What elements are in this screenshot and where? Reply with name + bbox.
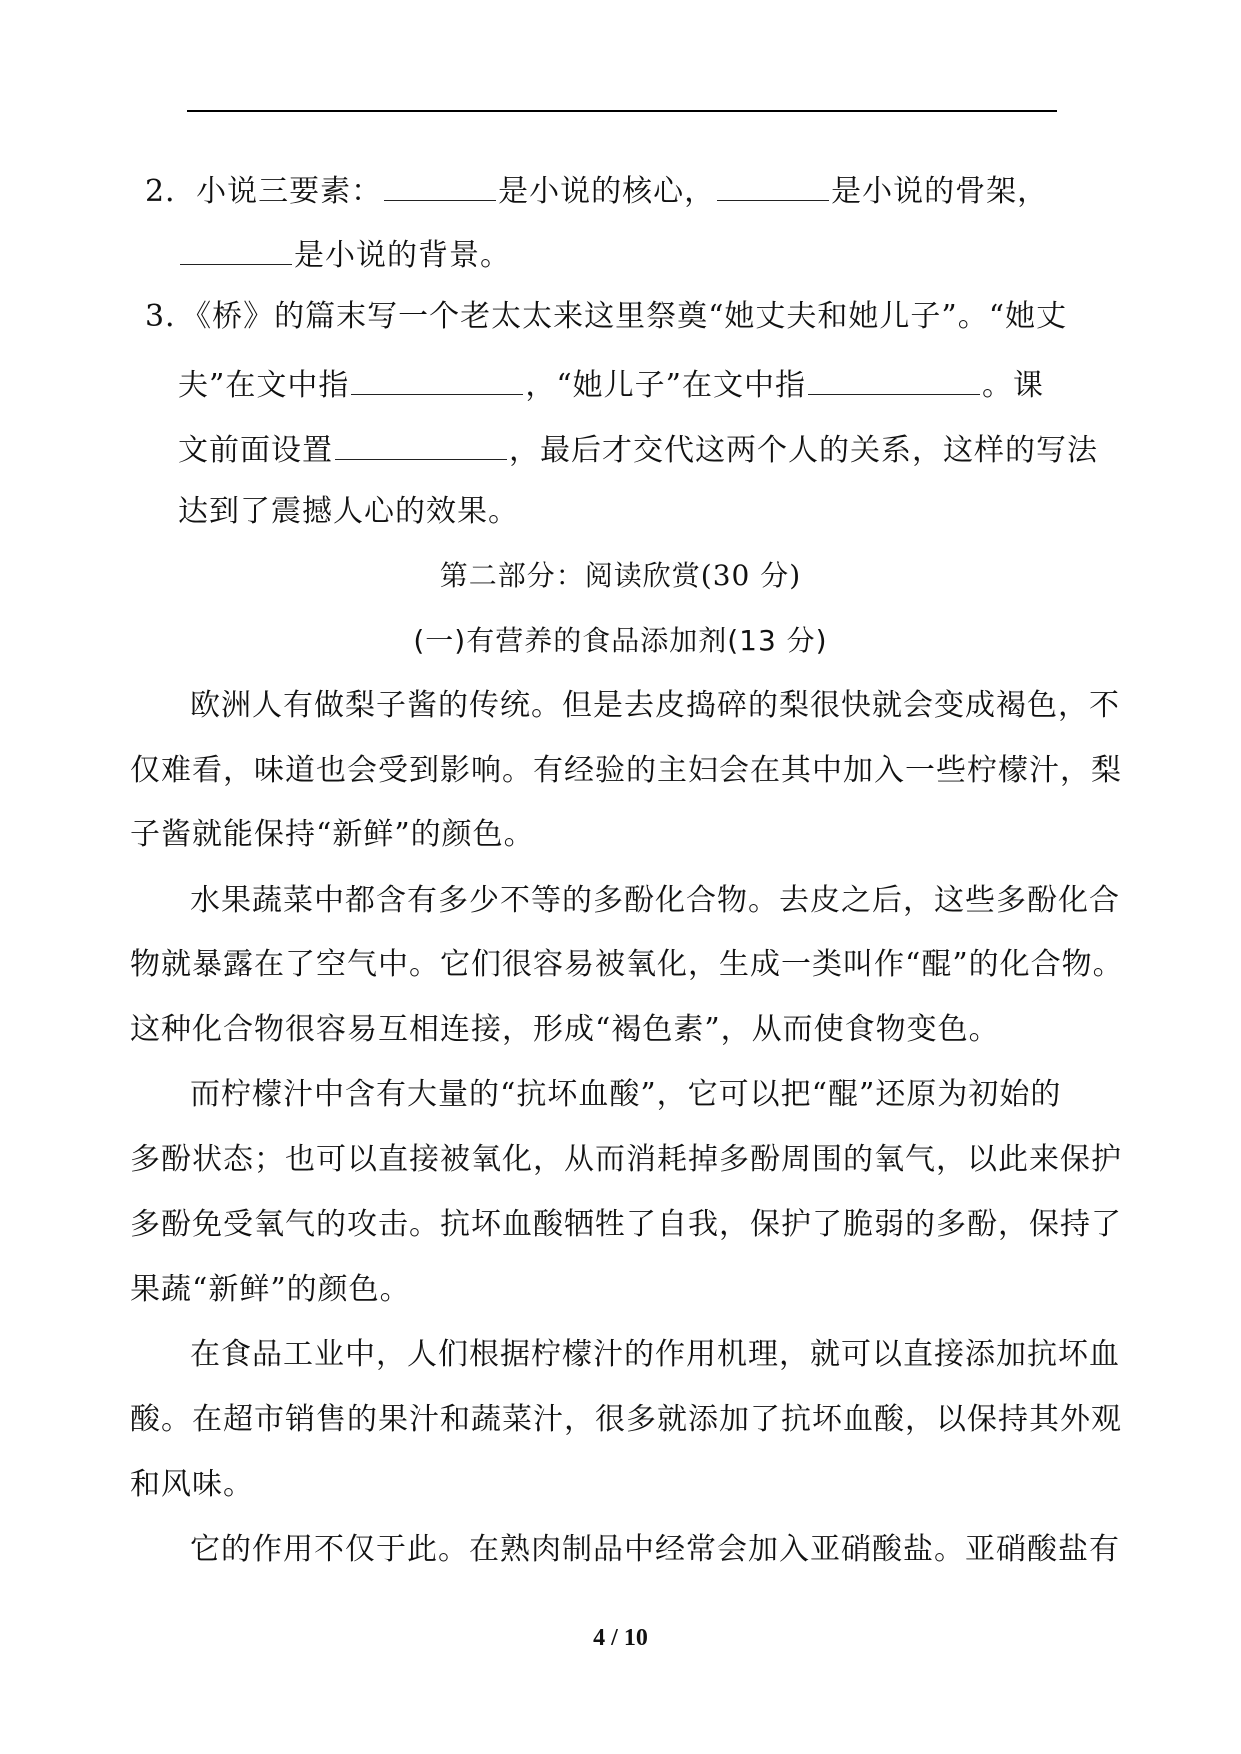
question-2-text: 是小说的骨架，: [831, 174, 1049, 209]
answer-blank[interactable]: [717, 168, 829, 201]
question-3-text: ，最后才交代这两个人的关系，这样的写法: [509, 433, 1098, 468]
passage-line: 子酱就能保持“新鲜”的颜色。: [130, 817, 535, 852]
question-3-line-3: [178, 427, 1098, 471]
question-3-text: 。课: [982, 368, 1045, 403]
answer-blank[interactable]: [335, 427, 507, 460]
answer-blank[interactable]: [808, 362, 980, 395]
question-3-text: 《桥》的篇末写一个老太太来这里祭奠“她丈夫和她儿子”。“她丈: [196, 299, 1068, 334]
question-3-line-2: [178, 362, 1044, 406]
answer-blank[interactable]: [384, 168, 496, 201]
question-3-number: 3．: [145, 299, 197, 334]
passage-line: 水果蔬菜中都含有多少不等的多酚化合物。去皮之后，这些多酚化合: [190, 883, 1120, 918]
passage-line: 欧洲人有做梨子酱的传统。但是去皮捣碎的梨很快就会变成褐色，不: [190, 688, 1120, 723]
header-rule: [187, 110, 1057, 112]
section-title: 第二部分：阅读欣赏(30 分): [439, 559, 802, 592]
question-2-text: 是小说的背景。: [294, 238, 511, 273]
question-3-text: 达到了震撼人心的效果。: [178, 494, 519, 529]
page-number: 4 / 10: [593, 1625, 648, 1651]
passage-line: 这种化合物很容易互相连接，形成“褐色素”，从而使食物变色。: [130, 1012, 1000, 1047]
question-2-text: 小说三要素：: [196, 174, 383, 209]
passage-line: 酸。在超市销售的果汁和蔬菜汁，很多就添加了抗坏血酸，以保持其外观: [130, 1402, 1122, 1437]
passage-line: 而柠檬汁中含有大量的“抗坏血酸”，它可以把“醌”还原为初始的: [190, 1077, 1062, 1112]
question-2-text: 是小说的核心，: [498, 174, 716, 209]
question-3-line-1: [145, 297, 1067, 337]
passage-line: 果蔬“新鲜”的颜色。: [130, 1272, 411, 1307]
question-2-line-1: [145, 168, 1048, 212]
passage-line: 多酚状态；也可以直接被氧化，从而消耗掉多酚周围的氧气，以此来保护: [130, 1142, 1122, 1177]
passage-line: 它的作用不仅于此。在熟肉制品中经常会加入亚硝酸盐。亚硝酸盐有: [190, 1532, 1120, 1567]
question-2-line-2: [178, 232, 511, 276]
answer-blank[interactable]: [351, 362, 523, 395]
passage-line: 物就暴露在了空气中。它们很容易被氧化，生成一类叫作“醌”的化合物。: [130, 947, 1124, 982]
passage-line: 在食品工业中，人们根据柠檬汁的作用机理，就可以直接添加抗坏血: [190, 1337, 1120, 1372]
passage-title: (一)有营养的食品添加剂(13 分): [413, 624, 828, 657]
passage-line: 仅难看，味道也会受到影响。有经验的主妇会在其中加入一些柠檬汁，梨: [130, 753, 1122, 788]
question-3-text: 文前面设置: [178, 433, 333, 468]
question-3-text: 夫”在文中指: [178, 368, 350, 403]
question-2-number: 2．: [145, 174, 197, 209]
answer-blank[interactable]: [180, 232, 292, 265]
passage-line: 和风味。: [130, 1467, 254, 1502]
question-3-text: ，“她儿子”在文中指: [525, 368, 807, 403]
passage-line: 多酚免受氧气的攻击。抗坏血酸牺牲了自我，保护了脆弱的多酚，保持了: [130, 1207, 1122, 1242]
question-3-line-4: [178, 492, 519, 532]
